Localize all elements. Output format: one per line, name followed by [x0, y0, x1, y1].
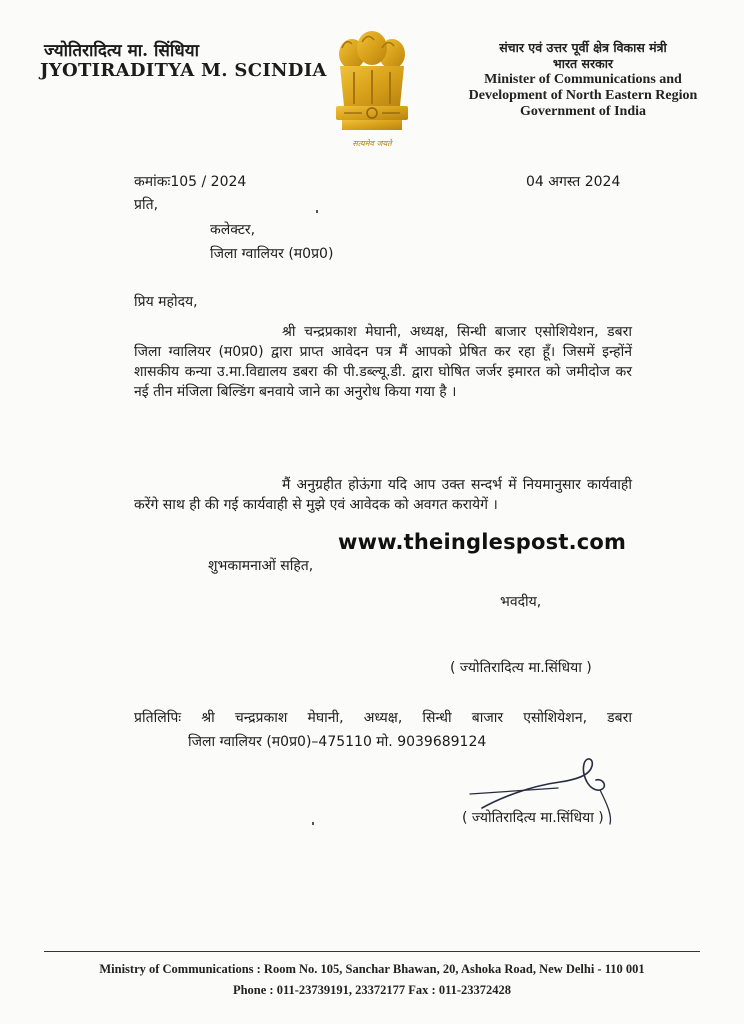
signatory-name-2: ( ज्योतिरादित्य मा.सिंधिया ) [462, 810, 604, 826]
minister-name-english: JYOTIRADITYA M. SCINDIA [40, 60, 327, 81]
footer-divider [44, 951, 700, 952]
closing-line: भवदीय, [500, 594, 542, 610]
minister-name-hindi: ज्योतिरादित्य मा. सिंधिया [44, 41, 199, 61]
government-english: Government of India [520, 104, 646, 119]
paper-speck [316, 210, 318, 213]
watermark-url: www.theinglespost.com [338, 530, 627, 554]
addressee-line-1: कलेक्टर, [210, 222, 256, 238]
government-hindi: भारत सरकार [552, 56, 614, 71]
footer-address: Ministry of Communications : Room No. 105, Sanchar Bhawan, 20, Ashoka Road, New Delhi - 110 001 [99, 962, 645, 976]
to-label: प्रति, [134, 197, 159, 213]
copy-to-line-1: प्रतिलिपिः श्री चन्द्रप्रकाश मेघानी, अध्यक्ष, सिन्धी बाजार एसोशियेशन, डबरा [134, 710, 632, 726]
paper-speck [312, 822, 314, 825]
designation-block [452, 40, 714, 120]
wishes-line: शुभकामनाओं सहित, [208, 558, 314, 574]
addressee-line-2: जिला ग्वालियर (म0प्र0) [210, 246, 334, 262]
body-paragraph-2: मैं अनुग्रहीत होऊंगा यदि आप उक्त सन्दर्भ में नियमानुसार कार्यवाही करेंगे साथ ही की गई कार्यवाही से मुझे एवं आवेदक को अवगत करायेगें । [134, 477, 632, 513]
footer-phone: Phone : 011-23739191, 23372177 Fax : 011-23372428 [232, 983, 512, 997]
reference-number: कमांकः105 / 2024 [134, 174, 247, 190]
designation-english-2: Development of North Eastern Region [468, 88, 698, 103]
letter-date: 04 अगस्त 2024 [526, 174, 621, 190]
salutation: प्रिय महोदय, [134, 294, 198, 310]
designation-english-1: Minister of Communications and [484, 72, 682, 87]
signatory-name: ( ज्योतिरादित्य मा.सिंधिया ) [450, 660, 592, 676]
national-emblem-icon [330, 28, 414, 154]
body-paragraph-1: श्री चन्द्रप्रकाश मेघानी, अध्यक्ष, सिन्धी बाजार एसोशियेशन, डबरा जिला ग्वालियर (म0प्र0) द्वारा प्राप्त आवेदन पत्र मैं आपको प्रेषित कर रहा हूँ। जिसमें इन्होंनें शासकीय कन्या उ.मा.विद्यालय डबरा की पी.डब्ल्यू.डी. द्वारा घोषित जर्जर इमारत को जमीदोज कर नई तीन मंजिला बिल्डिंग बनवाये जाने का अनुरोध किया गया है । [134, 324, 632, 400]
emblem-motto: सत्यमेव जयते [352, 139, 392, 148]
designation-hindi: संचार एवं उत्तर पूर्वी क्षेत्र विकास मंत्री [499, 40, 667, 55]
copy-to-line-2: जिला ग्वालियर (म0प्र0)–475110 मो. 9039689124 [188, 734, 487, 750]
